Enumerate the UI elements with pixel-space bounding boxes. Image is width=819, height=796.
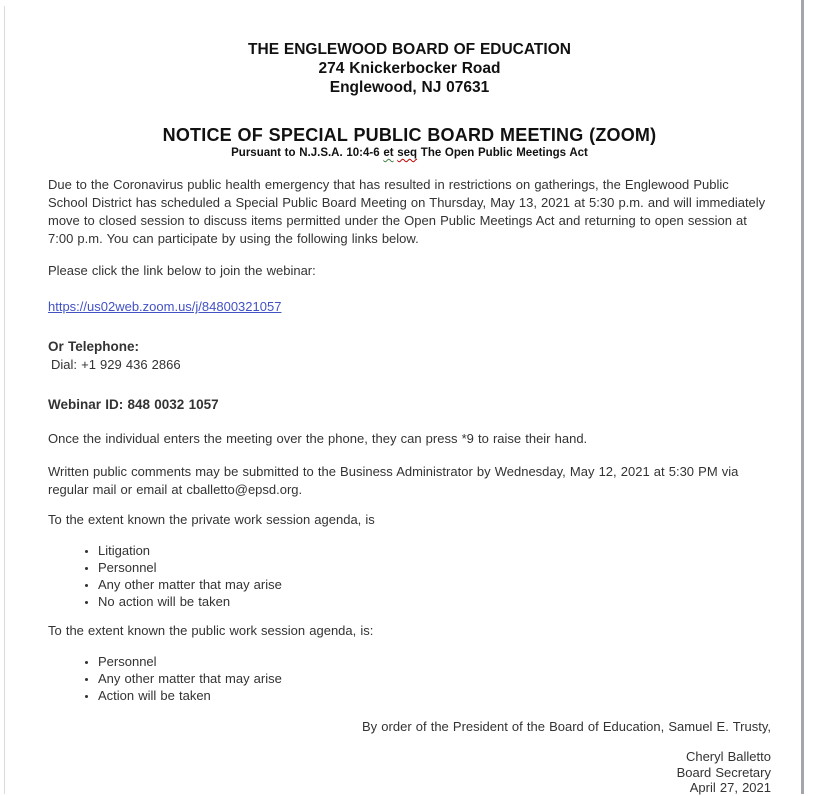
private-session-heading: To the extent known the private work session agenda, is [48, 512, 375, 527]
phone-instruction: Once the individual enters the meeting over the phone, they can press *9 to raise their hand. [48, 431, 588, 446]
address-street: 274 Knickerbocker Road [318, 60, 501, 77]
written-comments-paragraph [48, 463, 771, 499]
intro-paragraph: Due to the Coronavirus public health emergency that has resulted in restrictions on gatherings, the Englewood Public School District has scheduled a Special Public Board Meeting on Thursday, May 13, 2021 at 5:30 p.m. and will immediately move to closed session to discuss items permitted under the Open Public Meetings Act and returning to open session at 7:00 p.m. You can participate by using the following links below. [48, 177, 766, 246]
notice-title-block [48, 125, 771, 160]
zoom-webinar-link[interactable]: https://us02web.zoom.us/j/84800321057 [48, 299, 282, 314]
signature-block [48, 749, 771, 796]
signatory-name: Cheryl Balletto [685, 749, 771, 764]
organization-name: THE ENGLEWOOD BOARD OF EDUCATION [248, 41, 571, 58]
private-session-list [48, 542, 771, 610]
contact-email: cballetto@epsd.org [186, 482, 299, 497]
join-webinar-prompt: Please click the link below to join the webinar: [48, 263, 316, 278]
page-right-edge [801, 0, 804, 794]
list-item: • Personnel [98, 653, 771, 670]
notice-subtitle [48, 146, 771, 160]
written-comments-period: . [298, 482, 303, 497]
written-comments-text: Written public comments may be submitted to the Business Administrator by Wednesday, May 12, 2021 at 5:30 PM via regular mail or email at [48, 464, 739, 497]
signature-date: April 27, 2021 [689, 780, 771, 795]
document-page [48, 0, 771, 796]
subtitle-prefix: Pursuant to N.J.S.A. 10:4-6 [231, 147, 384, 159]
address-city: Englewood, NJ 07631 [329, 79, 490, 96]
list-item: • Any other matter that may arise [98, 576, 771, 593]
public-session-heading: To the extent known the public work session agenda, is: [48, 623, 374, 638]
telephone-dial-number: Dial: +1 929 436 2866 [51, 357, 181, 372]
signatory-title: Board Secretary [676, 764, 771, 780]
letterhead [48, 40, 771, 97]
subtitle-word-et: et [383, 147, 394, 159]
subtitle-suffix: The Open Public Meetings Act [417, 147, 588, 159]
page-left-edge [4, 6, 5, 794]
list-item: • Personnel [98, 559, 771, 576]
subtitle-word-seq: seq [397, 147, 418, 159]
list-item: • Action will be taken [98, 687, 771, 704]
list-item: • Litigation [98, 542, 771, 559]
public-session-list [48, 653, 771, 704]
telephone-heading: Or Telephone: [48, 339, 140, 354]
notice-title: NOTICE OF SPECIAL PUBLIC BOARD MEETING (ZOOM) [162, 125, 657, 145]
webinar-id: Webinar ID: 848 0032 1057 [48, 397, 219, 412]
webinar-link-line [48, 298, 771, 316]
by-order-line: By order of the President of the Board of Education, Samuel E. Trusty, [362, 719, 771, 734]
list-item: • No action will be taken [98, 593, 771, 610]
list-item: • Any other matter that may arise [98, 670, 771, 687]
